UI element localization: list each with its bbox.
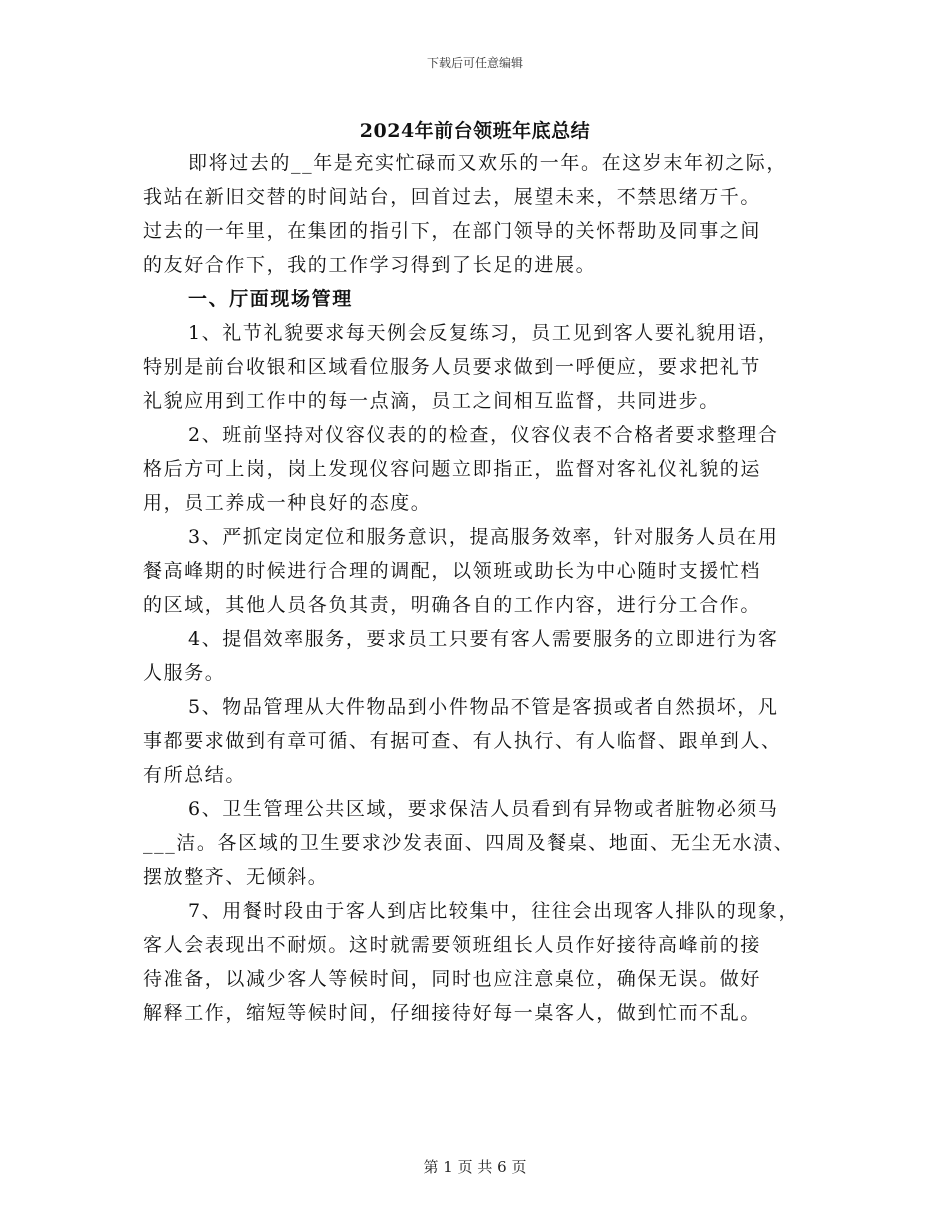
body-line: 6、卫生管理公共区域，要求保洁人员看到有异物或者脏物必须马 bbox=[188, 798, 779, 820]
body-line: 3、严抓定岗定位和服务意识，提高服务效率，针对服务人员在用 bbox=[188, 526, 779, 548]
body-line: 摆放整齐、无倾斜。 bbox=[143, 866, 329, 888]
body-line: 4、提倡效率服务，要求员工只要有客人需要服务的立即进行为客 bbox=[188, 628, 779, 650]
body-line: 格后方可上岗，岗上发现仪容问题立即指正，监督对客礼仪礼貌的运 bbox=[143, 458, 762, 480]
body-line: 有所总结。 bbox=[143, 764, 247, 786]
body-line: 特别是前台收银和区域看位服务人员要求做到一呼便应，要求把礼节 bbox=[143, 356, 762, 378]
document-body bbox=[143, 146, 813, 1030]
body-line: 即将过去的__年是充实忙碌而又欢乐的一年。在这岁末年初之际， bbox=[188, 152, 788, 174]
body-line: 5、物品管理从大件物品到小件物品不管是客损或者自然损坏，凡 bbox=[188, 696, 779, 718]
body-line: 待准备，以减少客人等候时间，同时也应注意桌位，确保无误。做好 bbox=[143, 968, 762, 990]
body-line: 过去的一年里，在集团的指引下，在部门领导的关怀帮助及同事之间 bbox=[143, 220, 762, 242]
body-line: 客人会表现出不耐烦。这时就需要领班组长人员作好接待高峰前的接 bbox=[143, 934, 762, 956]
body-line: ___洁。各区域的卫生要求沙发表面、四周及餐桌、地面、无尘无水渍、 bbox=[143, 832, 795, 854]
body-line: 人服务。 bbox=[143, 662, 226, 684]
body-line: 用，员工养成一种良好的态度。 bbox=[143, 492, 432, 514]
body-line: 的友好合作下，我的工作学习得到了长足的进展。 bbox=[143, 254, 597, 276]
document-title: 2024年前台领班年底总结 bbox=[359, 120, 591, 142]
body-line: 2、班前坚持对仪容仪表的的检查，仪容仪表不合格者要求整理合 bbox=[188, 424, 779, 446]
section-heading: 一、厅面现场管理 bbox=[188, 288, 353, 310]
page-footer: 第 1 页 共 6 页 bbox=[423, 1158, 527, 1176]
body-line: 1、礼节礼貌要求每天例会反复练习，员工见到客人要礼貌用语， bbox=[188, 322, 779, 344]
body-line: 解释工作，缩短等候时间，仔细接待好每一桌客人，做到忙而不乱。 bbox=[143, 1002, 762, 1024]
body-line: 7、用餐时段由于客人到店比较集中，往往会出现客人排队的现象， bbox=[188, 900, 800, 922]
body-line: 的区域，其他人员各负其责，明确各自的工作内容，进行分工合作。 bbox=[143, 594, 762, 616]
body-line: 餐高峰期的时候进行合理的调配，以领班或助长为中心随时支援忙档 bbox=[143, 560, 762, 582]
body-line: 礼貌应用到工作中的每一点滴，员工之间相互监督，共同进步。 bbox=[143, 390, 720, 412]
body-line: 事都要求做到有章可循、有据可查、有人执行、有人临督、跟单到人、 bbox=[143, 730, 782, 752]
header-note: 下载后可任意编辑 bbox=[426, 56, 523, 70]
body-line: 我站在新旧交替的时间站台，回首过去，展望未来，不禁思绪万千。 bbox=[143, 186, 762, 208]
